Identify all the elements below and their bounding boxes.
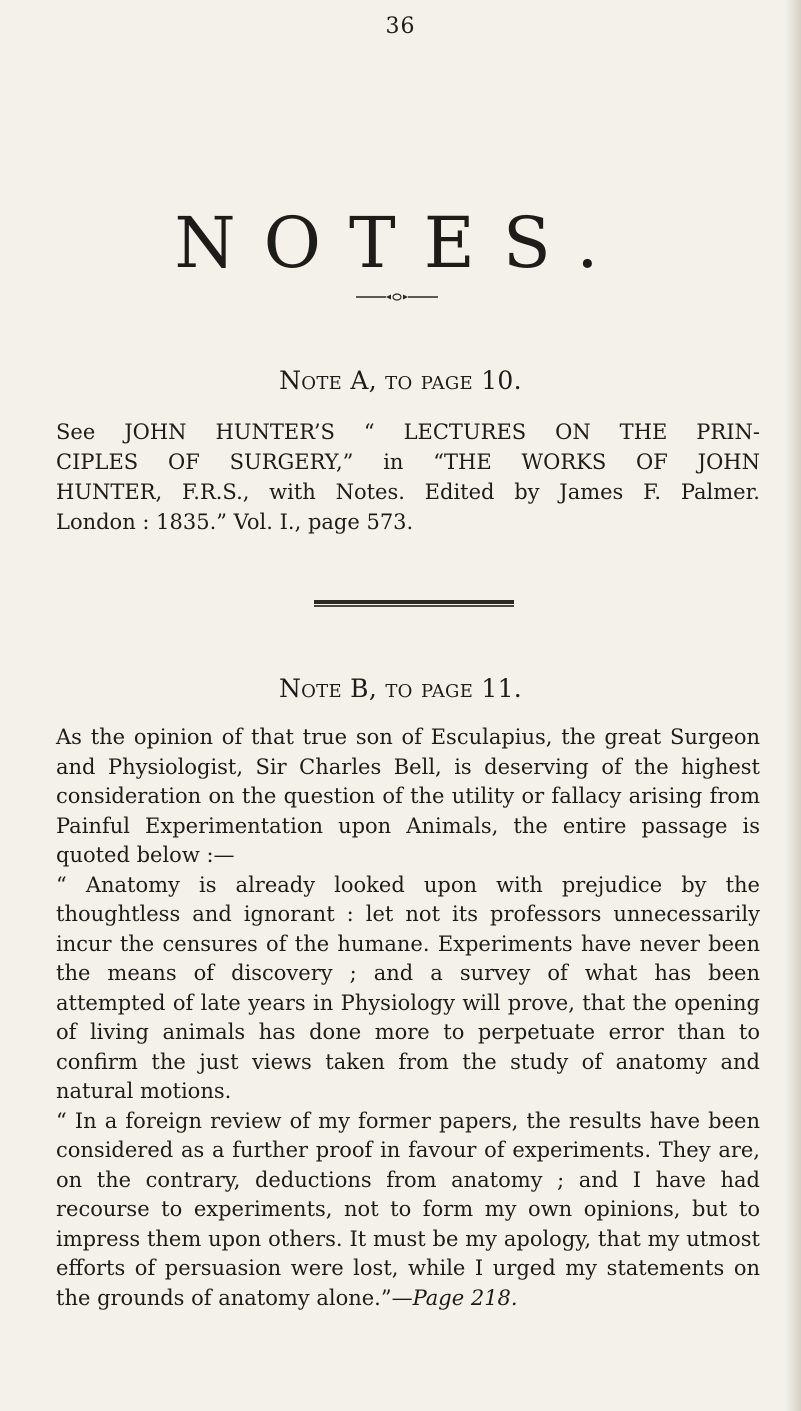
note-b-quote-1: “ Anatomy is already looked upon with prejudice by the thoughtless and ignorant : let not its professors unnecessarily incur the censures of the humane. Experiments have never been the means of discovery ; and a survey of what has been attempted of late years in Physiology will prove, that the opening of living animals has done more to perpetuate error than to confirm the just views taken from the study of anatomy and natural motions. (56, 872, 760, 1103)
page-number: 36 (385, 14, 416, 39)
note-b-body (56, 723, 760, 1313)
note-a-heading: Note A, to page 10. (279, 366, 522, 395)
section-divider-rule (314, 600, 514, 607)
note-b-quote-2 (56, 1107, 760, 1314)
note-a-reference (56, 417, 760, 537)
page-edge-shadow (785, 0, 801, 1411)
note-a-line: CIPLES OF SURGERY,” in “THE WORKS OF JOHN (56, 450, 760, 474)
note-b-heading: Note B, to page 11. (278, 674, 523, 703)
note-a-line: See JOHN HUNTER’S “ LECTURES ON THE PRIN- (56, 420, 760, 444)
note-b-page-ref: Page 218. (412, 1285, 518, 1310)
note-b-quote-2-text: “ In a foreign review of my former papers, the results have been considered as a further proof in favour of experiments. They are, on the contrary, deductions from anatomy ; and I have had recourse to experiments, not to form my own opinions, but to impress them upon others. It must be my apology, that my utmost efforts of persuasion were lost, while I urged my statements on the grounds of anatomy alone.”— (56, 1108, 760, 1310)
page-title: NOTES. (174, 202, 627, 284)
ornament-divider-icon (356, 293, 438, 301)
note-b-intro: As the opinion of that true son of Esculapius, the great Surgeon and Physiologist, Sir Charles Bell, is deserving of the highest consideration on the question of the utility or fallacy arising from Painful Experimentation upon Animals, the entire passage is quoted below :— (56, 725, 760, 867)
note-a-line: London : 1835.” Vol. I., page 573. (56, 510, 414, 534)
note-a-line: HUNTER, F.R.S., with Notes. Edited by James F. Palmer. (56, 480, 760, 504)
